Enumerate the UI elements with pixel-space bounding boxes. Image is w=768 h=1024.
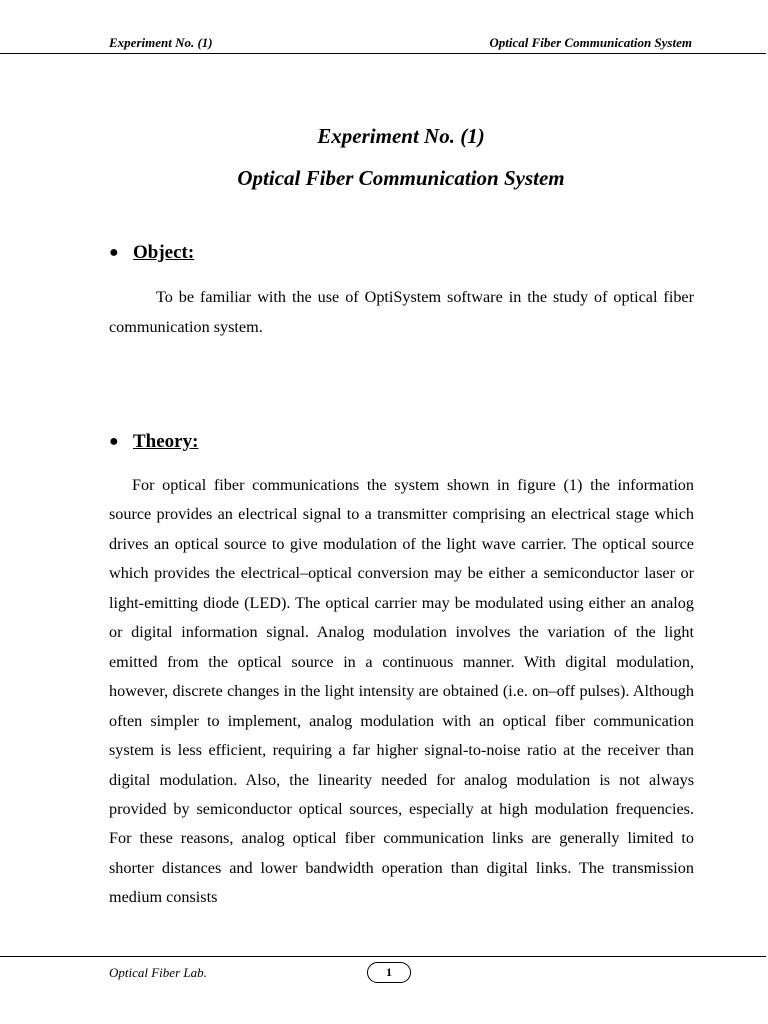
header-right-title: Optical Fiber Communication System xyxy=(489,35,692,50)
document-title xyxy=(0,120,768,204)
page-header xyxy=(109,34,692,52)
bullet-icon: ● xyxy=(109,244,119,261)
title-line-2: Optical Fiber Communication System xyxy=(237,166,565,190)
theory-heading-text: Theory: xyxy=(133,431,199,452)
title-line-1: Experiment No. (1) xyxy=(317,124,485,148)
header-left-title: Experiment No. (1) xyxy=(109,35,213,50)
theory-paragraph: For optical fiber communications the system shown in figure (1) the information source provides an electrical signal to a transmitter comprising an electrical stage which drives an optical source to give modulation of the light wave carrier. The optical source which provides the electrical–optical conversion may be either a semiconductor laser or light-emitting diode (LED). The optical carrier may be modulated using either an analog or digital information signal. Analog modulation involves the variation of the light emitted from the optical source in a continuous manner. With digital modulation, however, discrete changes in the light intensity are obtained (i.e. on–off pulses). Although often simpler to implement, analog modulation with an optical fiber communication system is less efficient, requiring a far higher signal-to-noise ratio at the receiver than digital modulation. Also, the linearity needed for analog modulation is not always provided by semiconductor optical sources, especially at high modulation frequencies. For these reasons, analog optical fiber communication links are generally limited to shorter distances and lower bandwidth operation than digital links. The transmission medium consists xyxy=(109,476,694,907)
object-heading xyxy=(109,241,194,265)
footer-label: Optical Fiber Lab. xyxy=(109,965,207,980)
object-heading-text: Object: xyxy=(133,242,195,263)
page-number: 1 xyxy=(367,962,411,983)
object-paragraph: To be familiar with the use of OptiSystem software in the study of optical fiber communication system. xyxy=(109,288,694,336)
theory-heading xyxy=(109,430,198,454)
bullet-icon: ● xyxy=(109,433,119,450)
footer-rule xyxy=(0,956,766,957)
header-rule xyxy=(0,53,766,54)
